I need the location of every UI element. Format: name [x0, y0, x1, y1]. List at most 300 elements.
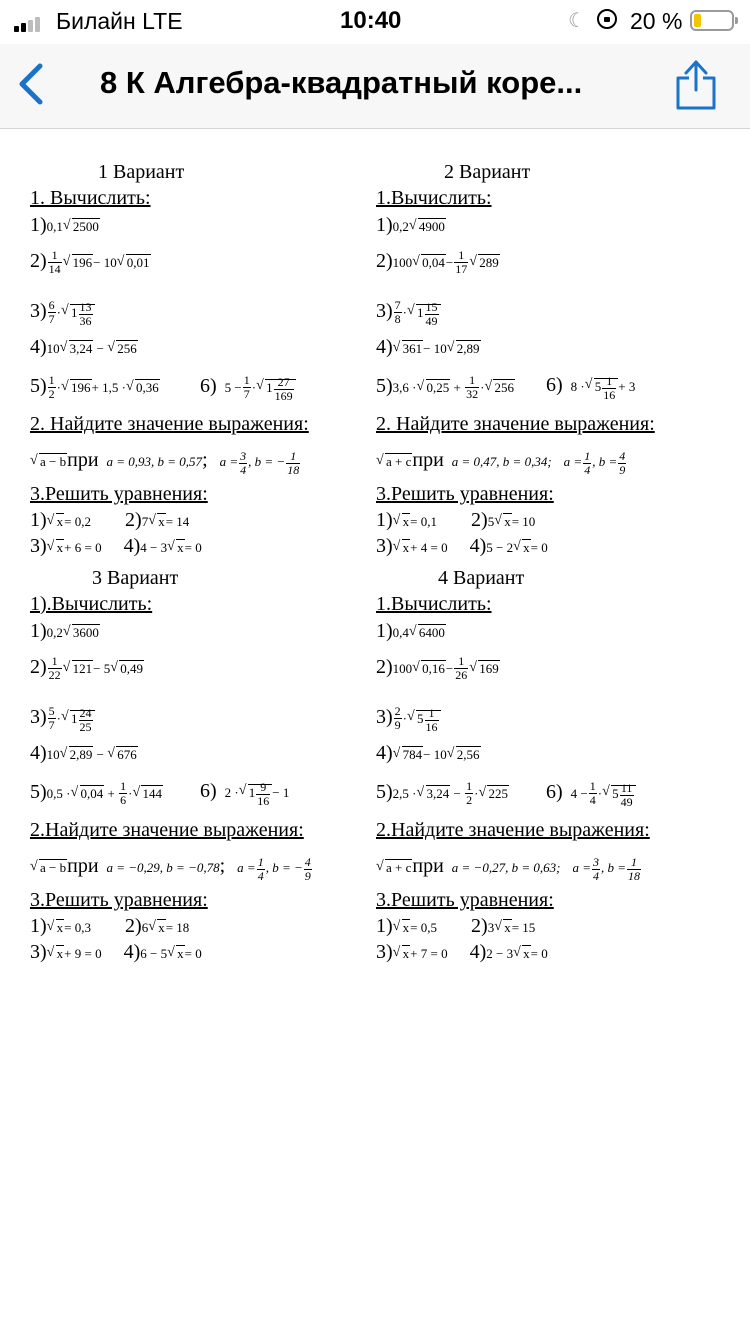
radicand: a − b [40, 454, 67, 469]
fraction-numerator: 1 [454, 655, 468, 669]
radicand: 196 [72, 255, 93, 271]
fraction-denominator: 6 [120, 793, 127, 807]
math-text: · [251, 380, 257, 396]
fraction [257, 856, 265, 883]
fraction [239, 450, 247, 477]
section-evaluate: 2.Найдите значение выражения: [376, 819, 650, 841]
fraction-denominator: 9 [394, 718, 401, 732]
evaluate-expression [30, 449, 301, 477]
square-root [47, 917, 65, 939]
math-text: = 0,1 [410, 514, 438, 529]
math-text: + 6 = 0 [64, 540, 102, 555]
fraction [394, 705, 402, 732]
task-3 [30, 299, 95, 328]
task-4 [30, 336, 138, 360]
math-text: 0,4 [392, 625, 409, 640]
fraction-denominator: 25 [79, 719, 92, 734]
expression-root [376, 451, 412, 473]
math-text: · [480, 380, 485, 396]
fraction [627, 856, 641, 883]
item-number: 4) [469, 941, 487, 963]
item-number: 6) [546, 781, 563, 804]
square-root [61, 301, 95, 328]
radicand: 196 [71, 380, 91, 396]
fraction-numerator: 4 [304, 854, 311, 869]
condition-2 [219, 448, 302, 477]
equation-1-2 [376, 509, 535, 533]
fraction-numerator: 7 [394, 298, 401, 312]
fraction [465, 374, 479, 401]
square-root [110, 658, 144, 680]
fraction-denominator: 7 [48, 312, 55, 326]
orientation-lock-icon [597, 9, 617, 29]
square-root [447, 744, 481, 766]
radicand: 0,04 [422, 255, 445, 271]
item-number: 2) [471, 915, 488, 937]
square-root [412, 658, 446, 680]
task-1 [30, 214, 100, 238]
section-equations [30, 483, 208, 505]
item-number: 4) [123, 535, 141, 557]
evaluate-expression [376, 855, 642, 883]
fraction-denominator: 16 [257, 793, 270, 808]
task-6 [200, 780, 289, 808]
task-5 [376, 374, 515, 401]
section-label: 1).Вычислить: [30, 593, 153, 615]
task-2 [30, 655, 144, 682]
fraction-denominator: 4 [589, 793, 596, 807]
task-6 [546, 780, 636, 809]
math-text: 5 [417, 711, 424, 727]
radicand: a + c [386, 860, 412, 875]
fraction [48, 655, 62, 682]
fraction-numerator: 1 [466, 779, 473, 793]
square-root [256, 376, 296, 403]
do-not-disturb-icon: ☾ [568, 10, 586, 32]
carrier-label: Билайн LTE [56, 8, 183, 34]
fraction-denominator: 17 [455, 262, 468, 276]
fraction [48, 705, 56, 732]
condition-1: a = −0,29, b = −0,78 [106, 860, 220, 875]
variant-heading: 4 Вариант [438, 567, 525, 589]
fraction [454, 249, 468, 276]
radicand: x [56, 540, 64, 555]
math-text: a = [572, 860, 591, 875]
square-root [117, 252, 151, 274]
math-text: 1 [248, 785, 256, 800]
fraction-numerator: 5 [48, 704, 55, 718]
square-root [407, 301, 441, 328]
fraction-denominator: 4 [240, 462, 247, 477]
square-root [60, 338, 94, 360]
fraction [79, 707, 93, 734]
fraction-numerator: 2 [394, 704, 401, 718]
square-root [61, 377, 92, 399]
expression-root [376, 857, 412, 879]
fraction-numerator: 4 [619, 448, 626, 463]
math-text: = 0 [184, 946, 202, 961]
square-root [167, 943, 185, 965]
item-number: 5) [376, 375, 393, 398]
item-number: 2) [30, 250, 47, 273]
item-number: 4) [30, 742, 47, 764]
square-root [417, 783, 451, 805]
square-root [107, 744, 138, 766]
fraction-numerator: 27 [274, 376, 294, 390]
equation-1-2 [30, 509, 189, 533]
section-compute [376, 593, 492, 615]
condition-1: a = 0,47, b = 0,34; [451, 454, 552, 469]
fraction-denominator: 4 [592, 868, 599, 883]
condition-2 [237, 854, 313, 883]
task-1 [30, 620, 100, 644]
fraction-denominator: 16 [603, 387, 616, 402]
task-6 [200, 374, 296, 403]
square-root [167, 537, 185, 559]
item-number: 3) [376, 535, 393, 557]
fraction [79, 301, 93, 328]
math-text: − 10 [423, 747, 447, 762]
item-number: 1) [376, 509, 393, 531]
evaluate-expression [30, 855, 313, 883]
math-text: + [104, 786, 119, 802]
square-root [239, 781, 273, 808]
math-text: 5 [612, 786, 619, 802]
status-bar [0, 0, 750, 44]
section-compute [30, 593, 152, 615]
back-button[interactable] [14, 60, 54, 108]
fraction [48, 374, 56, 401]
item-number: 6) [200, 780, 217, 802]
math-text: 3,6 · [392, 380, 417, 396]
radicand: 289 [479, 255, 499, 271]
radicand: 144 [142, 786, 162, 802]
item-number: 4) [469, 535, 487, 557]
math-text: · [56, 711, 62, 727]
math-text: 6 − 5 [140, 946, 168, 961]
equation-3-4 [30, 941, 202, 965]
radicand: x [402, 946, 410, 961]
navigation-bar [0, 44, 750, 129]
fraction-numerator: 1 [627, 856, 641, 870]
radicand [416, 705, 441, 734]
square-root [47, 537, 65, 559]
radicand: x [504, 514, 511, 529]
section-compute [30, 187, 151, 209]
radicand: x [56, 946, 64, 961]
evaluate-expression [376, 449, 627, 477]
section-label: 3.Решить уравнения: [30, 889, 208, 911]
expression-root [30, 451, 67, 473]
fraction-numerator: 1 [425, 707, 439, 721]
section-label: 1.Вычислить: [376, 593, 492, 615]
item-number: 3) [30, 300, 47, 323]
section-evaluate: 2. Найдите значение выражения: [376, 413, 655, 435]
task-6 [546, 374, 635, 402]
section-label: 3.Решить уравнения: [30, 483, 208, 505]
task-3 [30, 705, 95, 734]
radicand [611, 780, 636, 809]
math-text: 0,5 · [46, 786, 71, 802]
item-number: 6) [546, 374, 563, 396]
item-number: 5) [30, 781, 47, 804]
math-text: · [402, 305, 408, 321]
radicand: x [158, 514, 165, 529]
radicand: 2,56 [456, 747, 480, 762]
square-root [148, 511, 166, 533]
task-1 [376, 214, 446, 238]
radicand: x [402, 540, 410, 555]
square-root [478, 783, 509, 805]
radicand: 256 [117, 341, 137, 356]
equation-3-4 [376, 941, 548, 965]
variant-heading: 1 Вариант [98, 161, 185, 183]
math-text: 4 − [570, 786, 588, 802]
math-text: 3 [487, 920, 495, 935]
equation-1-2 [30, 915, 189, 939]
math-text: , b = − [248, 454, 286, 469]
fraction-denominator: 4 [584, 462, 591, 477]
fraction-numerator: 15 [425, 299, 438, 314]
item-number: 2) [125, 915, 142, 937]
radicand [248, 779, 273, 808]
radicand: 0,25 [426, 380, 450, 396]
task-5 [30, 780, 163, 807]
square-root [60, 744, 94, 766]
math-text: 8 · [570, 379, 585, 394]
fraction-numerator: 11 [620, 780, 633, 795]
fraction [394, 299, 402, 326]
square-root [494, 917, 512, 939]
math-text: a = [237, 860, 256, 875]
square-root [63, 622, 100, 644]
fraction [425, 301, 439, 328]
radicand: x [402, 514, 410, 529]
fraction-numerator: 3 [240, 448, 247, 463]
item-number: 2) [125, 509, 142, 531]
section-compute [376, 187, 492, 209]
square-root [393, 917, 411, 939]
math-text: − [93, 341, 108, 356]
fraction-numerator: 6 [48, 298, 55, 312]
fraction [620, 782, 634, 809]
condition-1: a = −0,27, b = 0,63; [451, 860, 561, 875]
fraction-numerator: 1 [243, 373, 250, 387]
item-number: 1) [376, 620, 393, 642]
math-text: = 18 [165, 920, 190, 935]
signal-icon [14, 14, 42, 32]
square-root [47, 943, 65, 965]
math-text: 2 · [224, 785, 239, 800]
math-text: + [450, 380, 465, 396]
variant-heading: 3 Вариант [92, 567, 179, 589]
fraction-denominator: 49 [425, 313, 438, 328]
radicand: x [504, 920, 511, 935]
radicand: 3600 [72, 625, 99, 640]
fraction-numerator: 1 [602, 375, 616, 389]
document-title: 8 К Алгебра-квадратный коре... [100, 65, 583, 100]
item-number: 3) [30, 941, 47, 963]
radicand: x [158, 920, 165, 935]
fraction-denominator: 26 [455, 668, 468, 682]
radicand [265, 374, 296, 403]
math-text: − 10 [423, 341, 447, 356]
math-text: + 9 = 0 [64, 946, 102, 961]
square-root [469, 252, 500, 274]
fraction-numerator: 3 [592, 854, 599, 869]
task-5 [30, 374, 160, 401]
fraction [119, 780, 127, 807]
math-text: 5 − 2 [486, 540, 514, 555]
radicand: 2,89 [69, 747, 93, 762]
math-text: 10 [46, 747, 60, 762]
radicand: 784 [402, 747, 423, 762]
math-text: 1 [266, 380, 273, 396]
fraction-numerator: 1 [48, 655, 62, 669]
task-4 [376, 336, 481, 360]
item-number: 5) [30, 375, 47, 398]
section-equations [376, 483, 554, 505]
item-number: 3) [376, 706, 393, 729]
math-text: 6 [141, 920, 149, 935]
math-text: a = [563, 454, 583, 469]
equation-3-4 [30, 535, 202, 559]
item-number: 1) [30, 509, 47, 531]
chevron-left-icon [14, 60, 54, 108]
math-text: + 3 [618, 379, 636, 394]
math-text: , b = − [265, 860, 303, 875]
square-root [417, 377, 451, 399]
square-root [107, 338, 138, 360]
math-text: , b = [592, 454, 618, 469]
math-text: 0,1 [46, 219, 63, 234]
fraction [589, 780, 597, 807]
section-equations [30, 889, 208, 911]
item-number: 2) [30, 656, 47, 679]
square-root [61, 707, 95, 734]
math-text: 4 − 3 [140, 540, 168, 555]
square-root [494, 511, 512, 533]
condition-2 [563, 448, 628, 477]
pri-label: при [67, 855, 99, 877]
task-6-expression [224, 373, 296, 403]
radicand: x [56, 920, 64, 935]
fraction [48, 299, 56, 326]
fraction [274, 376, 294, 403]
section-label: 3.Решить уравнения: [376, 483, 554, 505]
task-3 [376, 705, 441, 734]
fraction-numerator: 1 [454, 249, 468, 263]
fraction-numerator: 1 [286, 450, 300, 464]
semicolon: ; [202, 449, 208, 471]
task-6-expression [570, 373, 636, 402]
radicand: x [177, 540, 184, 555]
radicand [594, 373, 619, 402]
task-5 [376, 780, 509, 807]
square-root [469, 658, 500, 680]
fraction-denominator: 9 [619, 462, 626, 477]
radicand: 361 [402, 341, 423, 356]
math-text: · [597, 786, 603, 802]
square-root [585, 375, 619, 402]
math-text: − 10 [93, 255, 117, 271]
item-number: 3) [30, 706, 47, 729]
fraction [243, 374, 251, 401]
fraction-denominator: 169 [274, 388, 293, 403]
fraction [465, 780, 473, 807]
item-number: 3) [376, 300, 393, 323]
fraction-denominator: 9 [304, 868, 311, 883]
math-text: = 0 [184, 540, 202, 555]
fraction [286, 450, 300, 477]
square-root [393, 943, 411, 965]
radicand: a + c [386, 454, 412, 469]
math-text: − [93, 747, 108, 762]
math-text: 100 [392, 255, 413, 271]
radicand: 256 [494, 380, 514, 396]
section-label: 3.Решить уравнения: [376, 889, 554, 911]
radicand: x [523, 946, 530, 961]
square-root [71, 783, 105, 805]
task-6-expression [224, 779, 290, 808]
square-root [602, 782, 636, 809]
math-text: 1 [417, 305, 424, 321]
radicand: 0,49 [120, 661, 144, 677]
item-number: 1) [30, 214, 47, 236]
square-root [412, 252, 446, 274]
math-text: = 0,5 [410, 920, 438, 935]
fraction [304, 856, 312, 883]
square-root [513, 537, 531, 559]
math-text: + 1,5 · [91, 380, 126, 396]
item-number: 4) [123, 941, 141, 963]
math-text: + 4 = 0 [410, 540, 448, 555]
math-text: + 7 = 0 [410, 946, 448, 961]
math-text: = 0,3 [64, 920, 92, 935]
fraction-denominator: 18 [628, 868, 640, 883]
radicand: x [523, 540, 530, 555]
item-number: 3) [30, 535, 47, 557]
radicand: 676 [117, 747, 137, 762]
fraction-denominator: 7 [48, 718, 55, 732]
section-equations [376, 889, 554, 911]
fraction [454, 655, 468, 682]
fraction [256, 781, 270, 808]
math-text: 2,5 · [392, 786, 417, 802]
square-root [393, 537, 411, 559]
math-text: · [402, 711, 408, 727]
radicand: 3,24 [426, 786, 450, 802]
radicand: 6400 [418, 625, 445, 640]
fraction-denominator: 4 [257, 868, 264, 883]
math-text: 7 [141, 514, 149, 529]
item-number: 5) [376, 781, 393, 804]
fraction-numerator: 1 [584, 448, 591, 463]
fraction [48, 249, 62, 276]
square-root [484, 377, 515, 399]
square-root [63, 252, 94, 274]
math-text: = 0,2 [64, 514, 92, 529]
task-6-expression [570, 779, 636, 809]
clock: 10:40 [340, 7, 402, 34]
item-number: 4) [376, 742, 393, 764]
item-number: 1) [30, 620, 47, 642]
share-button[interactable] [670, 56, 722, 112]
fraction-numerator: 1 [465, 374, 479, 388]
item-number: 1) [30, 915, 47, 937]
math-text: − 1 [272, 785, 290, 800]
math-text: · [56, 380, 62, 396]
